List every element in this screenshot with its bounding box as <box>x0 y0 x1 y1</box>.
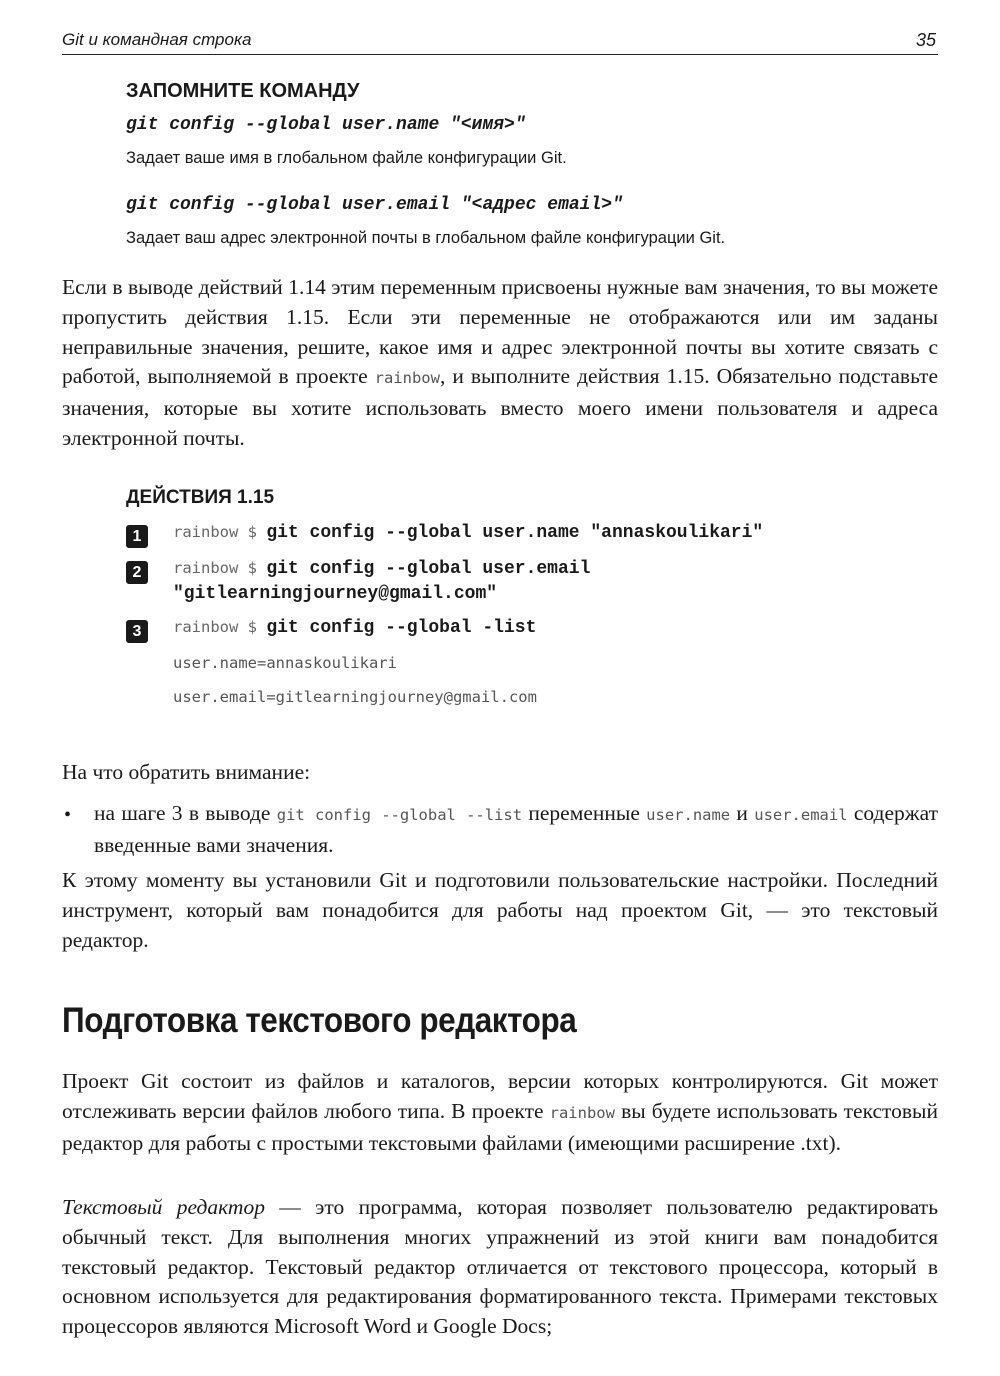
command-user-name: git config --global user.name "<имя>" <box>126 115 526 135</box>
shell-prompt: rainbow $ <box>173 559 267 577</box>
bullet-text-run: и <box>730 801 755 825</box>
bullet-text-run: содержат введенные вами значения. <box>94 801 938 857</box>
step-command: git config --global user.email <box>266 559 591 579</box>
section-paragraph-2 <box>62 1193 938 1342</box>
page-number: 35 <box>915 30 936 50</box>
bullet-marker: • <box>64 804 72 826</box>
paragraph-text: — это программа, которая позволяет пользователю редактировать обычный текст. Для выполнения многих упражнений из этой книги вам понадобится текстовый редактор. Текстовый редактор отличается от текстового процессора, который в основном используется для редактирования форматированного текста. Примерами текстовых процессоров являются Microsoft Word и Google Docs; <box>62 1195 938 1339</box>
bullet-text-run: переменные <box>522 801 647 825</box>
command-user-name-description: Задает ваше имя в глобальном файле конфигурации Git. <box>126 149 567 167</box>
step-command: git config --global user.name "annaskoulikari" <box>266 523 764 543</box>
remember-heading: ЗАПОМНИТЕ КОМАНДУ <box>126 80 360 102</box>
bullet-text-run: на шаге 3 в выводе <box>94 801 277 825</box>
inline-code-rainbow: rainbow <box>549 1103 615 1122</box>
paragraph-text: Проект Git состоит из файлов и каталогов, версии которых контролируются. Git может отслеживать версии файлов любого типа. В проекте <box>62 1069 938 1123</box>
shell-prompt: rainbow $ <box>173 523 267 541</box>
shell-prompt: rainbow $ <box>173 618 267 636</box>
inline-code: git config --global --list <box>276 806 523 824</box>
step-command-continuation: "gitlearningjourney@gmail.com" <box>173 584 498 604</box>
section-title: Подготовка текстового редактора <box>62 1001 577 1040</box>
paragraph-text: Если в выводе действий 1.14 этим переменным присвоены нужные вам значения, то вы можете пропустить действия 1.15. Если эти переменные не отображаются или им заданы неправильные значения, решите, какое имя и адрес электронной почты вы хотите связать с работой, выполняемой в проекте <box>62 275 938 389</box>
paragraph-skip-actions <box>62 273 938 454</box>
section-paragraph-1 <box>62 1067 938 1158</box>
actions-heading: ДЕЙСТВИЯ 1.15 <box>126 487 275 508</box>
command-output-line: user.email=gitlearningjourney@gmail.com <box>173 688 537 706</box>
inline-code-rainbow: rainbow <box>374 369 440 388</box>
paragraph-text: вы будете использовать текстовый редактор для работы с простыми текстовыми файлами (имеющими расширение .txt). <box>62 1098 938 1155</box>
running-head-title: Git и командная строка <box>62 30 252 49</box>
step-command: git config --global -list <box>266 618 537 638</box>
bullet-text <box>94 798 938 860</box>
step-number-badge: 3 <box>126 620 148 643</box>
inline-code: user.name <box>646 806 731 824</box>
command-user-email: git config --global user.email "<адрес email>" <box>126 195 623 215</box>
term-text-editor: Текстовый редактор <box>62 1195 265 1219</box>
command-user-email-description: Задает ваш адрес электронной почты в глобальном файле конфигурации Git. <box>126 229 726 247</box>
step-number-badge: 2 <box>126 561 148 584</box>
paragraph-summary: К этому моменту вы установили Git и подготовили пользовательские настройки. Последний инструмент, который вам понадобится для работы над проектом Git, — это текстовый редактор. <box>62 868 938 952</box>
command-output-line: user.name=annaskoulikari <box>173 654 397 672</box>
step-number-badge: 1 <box>126 525 148 548</box>
inline-code: user.email <box>754 806 848 824</box>
attention-lead: На что обратить внимание: <box>62 760 311 784</box>
running-head <box>62 28 938 55</box>
paragraph-text: , и выполните действия 1.15. Обязательно подставьте значения, которые вы хотите использовать вместо моего имени пользователя и адреса электронной почты. <box>62 364 938 450</box>
